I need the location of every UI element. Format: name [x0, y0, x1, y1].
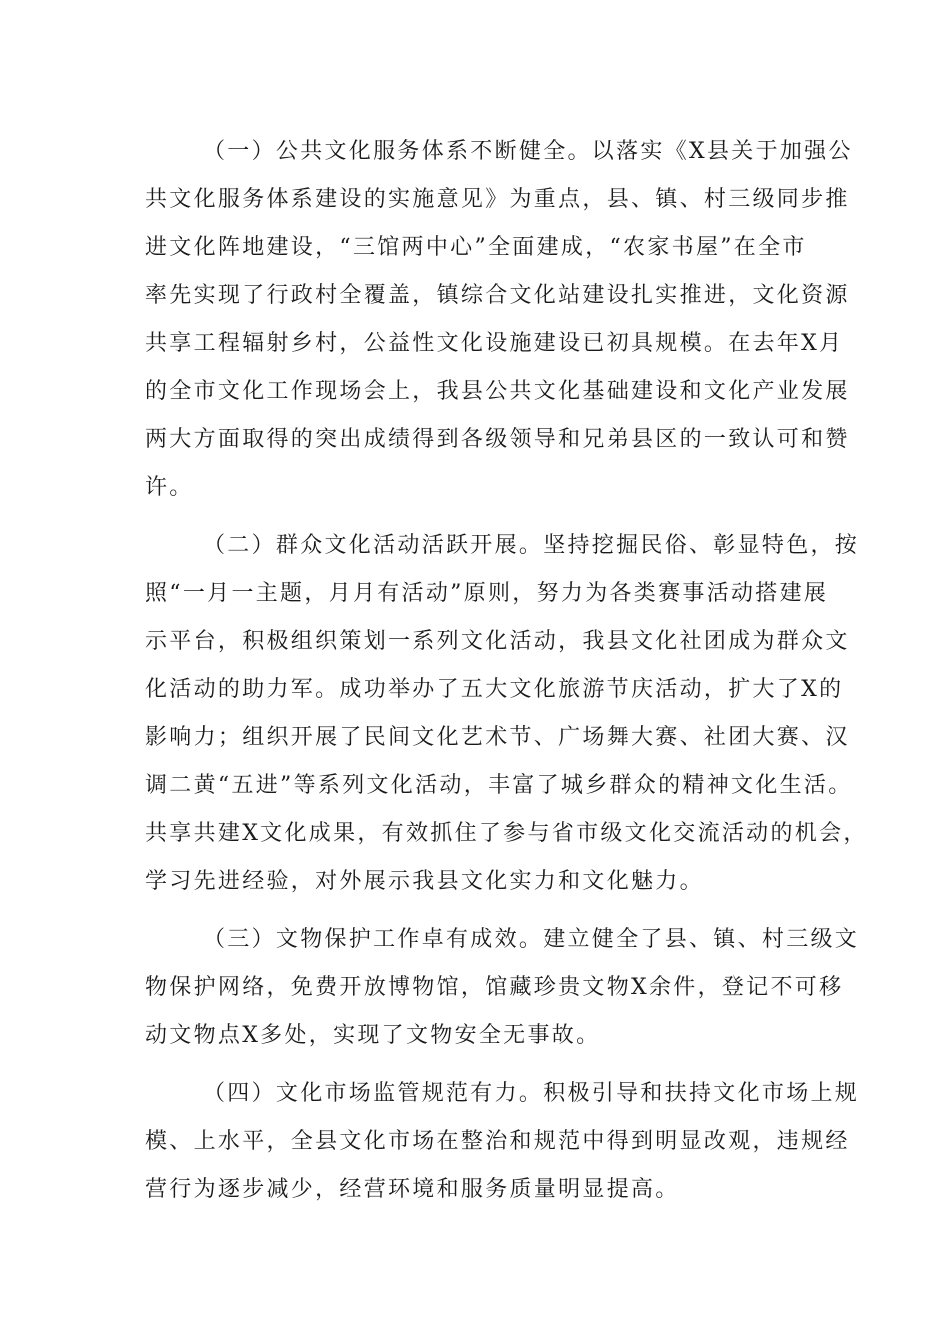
text-line: 示平台，积极组织策划一系列文化活动，我县文化社团成为群众文	[145, 629, 850, 654]
text-line: 学习先进经验，对外展示我县文化实力和文化魅力。	[145, 869, 704, 894]
text-line: 共享共建X文化成果，有效抓住了参与省市级文化交流活动的机会，	[145, 821, 868, 846]
text-line: 率先实现了行政村全覆盖，镇综合文化站建设扎实推进，文化资源	[145, 283, 850, 308]
text-line: 物保护网络，免费开放博物馆，馆藏珍贵文物X余件，登记不可移	[145, 975, 844, 1000]
text-line: （一）公共文化服务体系不断健全。以落实《X县关于加强公	[203, 139, 853, 164]
text-line: 模、上水平，全县文化市场在整治和规范中得到明显改观，违规经	[145, 1129, 850, 1154]
text-line: （四）文化市场监管规范有力。积极引导和扶持文化市场上规	[203, 1081, 860, 1106]
paragraph	[145, 522, 868, 906]
paragraph	[145, 916, 860, 1060]
text-line: 照“一月一主题，月月有活动”原则，努力为各类赛事活动搭建展	[145, 581, 829, 606]
text-line: 调二黄“五进”等系列文化活动，丰富了城乡群众的精神文化生活。	[145, 773, 853, 798]
paragraph	[145, 1070, 860, 1214]
text-line: 影响力；组织开展了民间文化艺术节、广场舞大赛、社团大赛、汉	[145, 725, 850, 750]
text-line: （三）文物保护工作卓有成效。建立健全了县、镇、村三级文	[203, 927, 860, 952]
text-line: 共文化服务体系建设的实施意见》为重点，县、镇、村三级同步推	[145, 187, 850, 212]
text-line: 的全市文化工作现场会上，我县公共文化基础建设和文化产业发展	[145, 379, 850, 404]
text-line: 共享工程辐射乡村，公益性文化设施建设已初具规模。在去年X月	[145, 331, 844, 356]
text-line: 许。	[145, 475, 194, 500]
text-line: 营行为逐步减少，经营环境和服务质量明显提高。	[145, 1177, 680, 1202]
text-line: 动文物点X多处，实现了文物安全无事故。	[145, 1023, 601, 1048]
document-page	[145, 128, 868, 1224]
text-line: 化活动的助力军。成功举办了五大文化旅游节庆活动，扩大了X的	[145, 677, 844, 702]
paragraph	[145, 128, 853, 512]
text-line: 两大方面取得的突出成绩得到各级领导和兄弟县区的一致认可和赞	[145, 427, 850, 452]
text-line: （二）群众文化活动活跃开展。坚持挖掘民俗、彰显特色，按	[203, 533, 860, 558]
text-line: 进文化阵地建设，“三馆两中心”全面建成，“农家书屋”在全市	[145, 235, 807, 260]
